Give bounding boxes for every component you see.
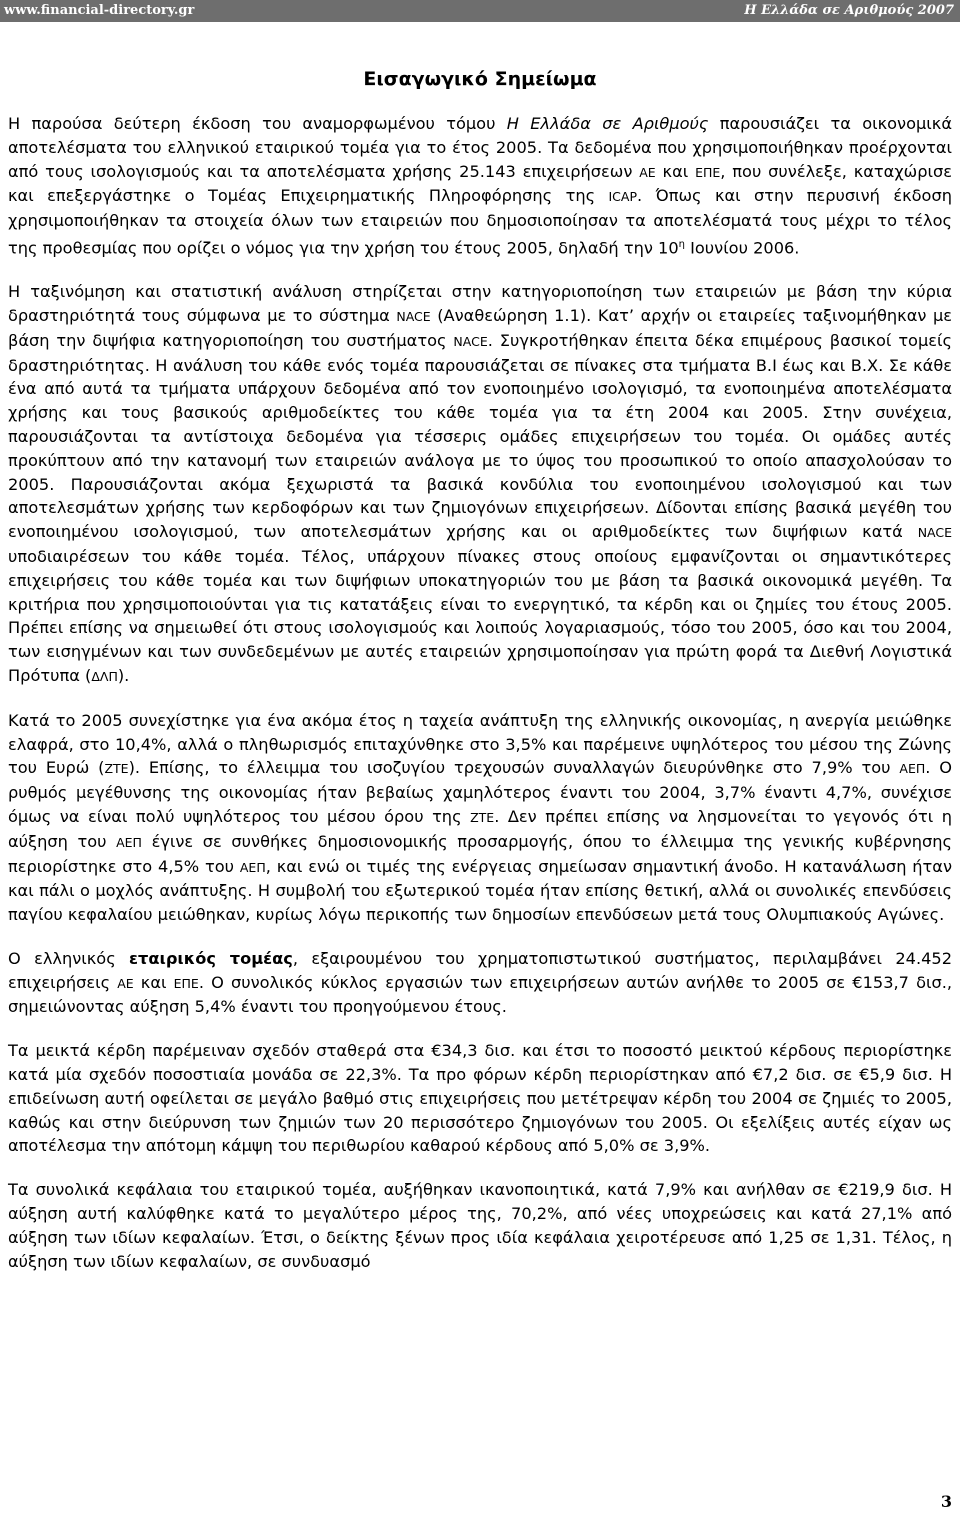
paragraph-capital: Τα συνολικά κεφάλαια του εταιρικού τομέα, αυξήθηκαν ικανοποιητικά, κατά 7,9% και ανήλθαν σε €219,9 δισ. Η αύξηση αυτή καλύφθηκε κατά το μεγαλύτερο μέρος της, 70,2%, από νέες υποχρεώσεις και κατά 27,1% από αύξηση των ιδίων κεφαλαίων. Έτσι, ο δείκτης ξένων προς ιδία κεφάλαια χειροτέρευσε από 1,25 σε 1,31. Τέλος, η αύξηση των ιδίων κεφαλαίων, σε συνδυασμό (8, 1180, 952, 1271)
page-header (0, 0, 960, 22)
paragraph-profits: Τα μεικτά κέρδη παρέμειναν σχεδόν σταθερά στα €34,3 δισ. και έτσι το ποσοστό μεικτού κέρδους περιορίστηκε κατά μία σχεδόν ποσοστιαία μονάδα σε 22,3%. Τα προ φόρων κέρδη περιορίστηκαν από €7,2 δισ. σε €5,9 δισ. Η επιδείνωση αυτή οφείλεται σε μεγάλο βαθμό στις επιχειρήσεις που μετέτρεψαν κέρδη του 2004 σε ζημιές το 2005, καθώς και στην διεύρυνση των ζημιών των 20 περισσότερο ζημιογόνων του 2005. Οι εξελίξεις αυτές είχαν ως αποτέλεσμα την απότομη κάμψη του περιθωρίου καθαρού κέρδους από 5,0% σε 3,9%. (8, 1041, 952, 1156)
paragraph-classification: Η ταξινόμηση και στατιστική ανάλυση στηρίζεται στην κατηγοριοποίηση των εταιρειών με βάση την κύρια δραστηριότητά τους σύμφωνα με το σύστημα NACE (Αναθεώρηση 1.1). Κατ’ αρχήν οι εταιρείες ταξινομήθηκαν με βάση την διψήφια κατηγοριοποίηση του συστήματος NACE. Συγκροτήθηκαν έπειτα δέκα επιμέρους βασικοί τομείς δραστηριότητας. Η ανάλυση του κάθε ενός τομέα παρουσιάζεται σε πίνακες στα τμήματα Β.Ι έως και Β.Χ. Σε κάθε ένα από αυτά τα τμήματα υπάρχουν δεδομένα από τον ενοποιημένο ισολογισμό, τα ενοποιημένα αποτελέσματα χρήσης και τους βασικούς αριθμοδείκτες του κάθε τομέα για τα έτη 2004 και 2005. Στην συνέχεια, παρουσιάζονται τα αντίστοιχα δεδομένα για τέσσερις ομάδες επιχειρήσεων του τομέα. Οι ομάδες αυτές προκύπτουν από την κατανομή των εταιρειών ανάλογα με το ύψος του προσωπικού το οποίο απασχολούσαν το 2005. Παρουσιάζονται ακόμα ξεχωριστά τα βασικά κονδύλια του ενοποιημένου ισολογισμού και των αποτελεσμάτων χρήσης των κερδοφόρων και των ζημιογόνων επιχειρήσεων. Δίδονται επίσης βασικά μεγέθη του ενοποιημένου ισολογισμού, των αποτελεσμάτων χρήσης και οι αριθμοδείκτες των διψήφιων κατά NACE υποδιαιρέσεων του κάθε τομέα. Τέλος, υπάρχουν πίνακες στους οποίους εμφανίζονται οι σημαντικότερες επιχειρήσεις του κάθε τομέα και των διψήφιων υποκατηγοριών του με βάση τα βασικά οικονομικά μεγέθη. Τα κριτήρια που χρησιμοποιούνται για τις κατατάξεις είναι το ενεργητικό, τα κέρδη και οι ζημίες του έτους 2005. Πρέπει επίσης να σημειωθεί ότι στους ισολογισμούς και λοιπούς λογαριασμούς, τόσο του 2005, όσο και του 2004, των εισηγμένων και των συνδεδεμένων με αυτές εταιρειών χρησιμοποίησαν για πρώτη φορά τα Διεθνή Λογιστικά Πρότυπα (ΔΛΠ). (8, 282, 952, 685)
paragraph-corporate-sector: Ο ελληνικός εταιρικός τομέας, εξαιρουμένου του χρηματοπιστωτικού συστήματος, περιλαμβάνει 24.452 επιχειρήσεις ΑΕ και ΕΠΕ. Ο συνολικός κύκλος εργασιών των επιχειρήσεων αυτών ανήλθε το 2005 σε €153,7 δισ., σημειώνοντας αύξηση 5,4% έναντι του προηγούμενου έτους. (8, 948, 953, 1017)
site-url[interactable]: www.financial-directory.gr (4, 3, 195, 18)
document-body (8, 112, 952, 1293)
page-number: 3 (940, 1492, 952, 1511)
paragraph-intro: Η παρούσα δεύτερη έκδοση του αναμορφωμένου τόμου Η Ελλάδα σε Αριθμούς παρουσιάζει τα οικονομικά αποτελέσματα του ελληνικού εταιρικού τομέα για το έτος 2005. Τα δεδομένα που χρησιμοποιήθηκαν προέρχονται από τους ισολογισμούς και τα αποτελέσματα χρήσης 25.143 επιχειρήσεων ΑΕ και ΕΠΕ, που συνέλεξε, καταχώρισε και επεξεργάστηκε ο Τομέας Επιχειρηματικής Πληροφόρησης της ICAP. Όπως και στην περυσινή έκδοση χρησιμοποιήθηκαν τα στοιχεία όλων των εταιρειών που δημοσιοποίησαν τα αποτελέσματά τους μέχρι το τέλος της προθεσμίας που ορίζει ο νόμος για την χρήση του έτους 2005, δηλαδή την $10^\eta$ Ιουνίου 2006. (8, 114, 953, 258)
paragraph-economy: Κατά το 2005 συνεχίστηκε για ένα ακόμα έτος η ταχεία ανάπτυξη της ελληνικής οικονομίας, η ανεργία μειώθηκε ελαφρά, στο 10,4%, αλλά ο πληθωρισμός επιταχύνθηκε στο 3,5% και παρέμεινε υψηλότερος του μέσου της Ζώνης του Ευρώ (ΖΤΕ). Επίσης, το έλλειμμα του ισοζυγίου τρεχουσών συναλλαγών διευρύνθηκε στο 7,9% του ΑΕΠ. Ο ρυθμός μεγέθυνσης της οικονομίας ήταν βεβαίως χαμηλότερος έναντι του 2004, 3,7% έναντι 4,7%, συνέχισε όμως να είναι πολύ υψηλότερος του μέσου όρου της ΖΤΕ. Δεν πρέπει επίσης να λησμονείται το γεγονός ότι η αύξηση του ΑΕΠ έγινε σε συνθήκες δημοσιονομικής προσαρμογής, όπου το έλλειμμα της γενικής κυβέρνησης περιορίστηκε στο 4,5% του ΑΕΠ, και ενώ οι τιμές της ενέργειας σημείωσαν σημαντική άνοδο. Η κατανάλωση ήταν και πάλι ο μοχλός ανάπτυξης. Η συμβολή του εξωτερικού τομέα ήταν επίσης θετική, αλλά οι συνολικές επενδύσεις παγίου κεφαλαίου μειώθηκαν, κυρίως λόγω περικοπής των δημοσίων επενδύσεων μετά τους Ολυμπιακούς Αγώνες. (8, 710, 953, 925)
page-title: Εισαγωγικό Σημείωμα (363, 68, 597, 90)
publication-title: Η Ελλάδα σε Αριθμούς 2007 (744, 3, 954, 18)
